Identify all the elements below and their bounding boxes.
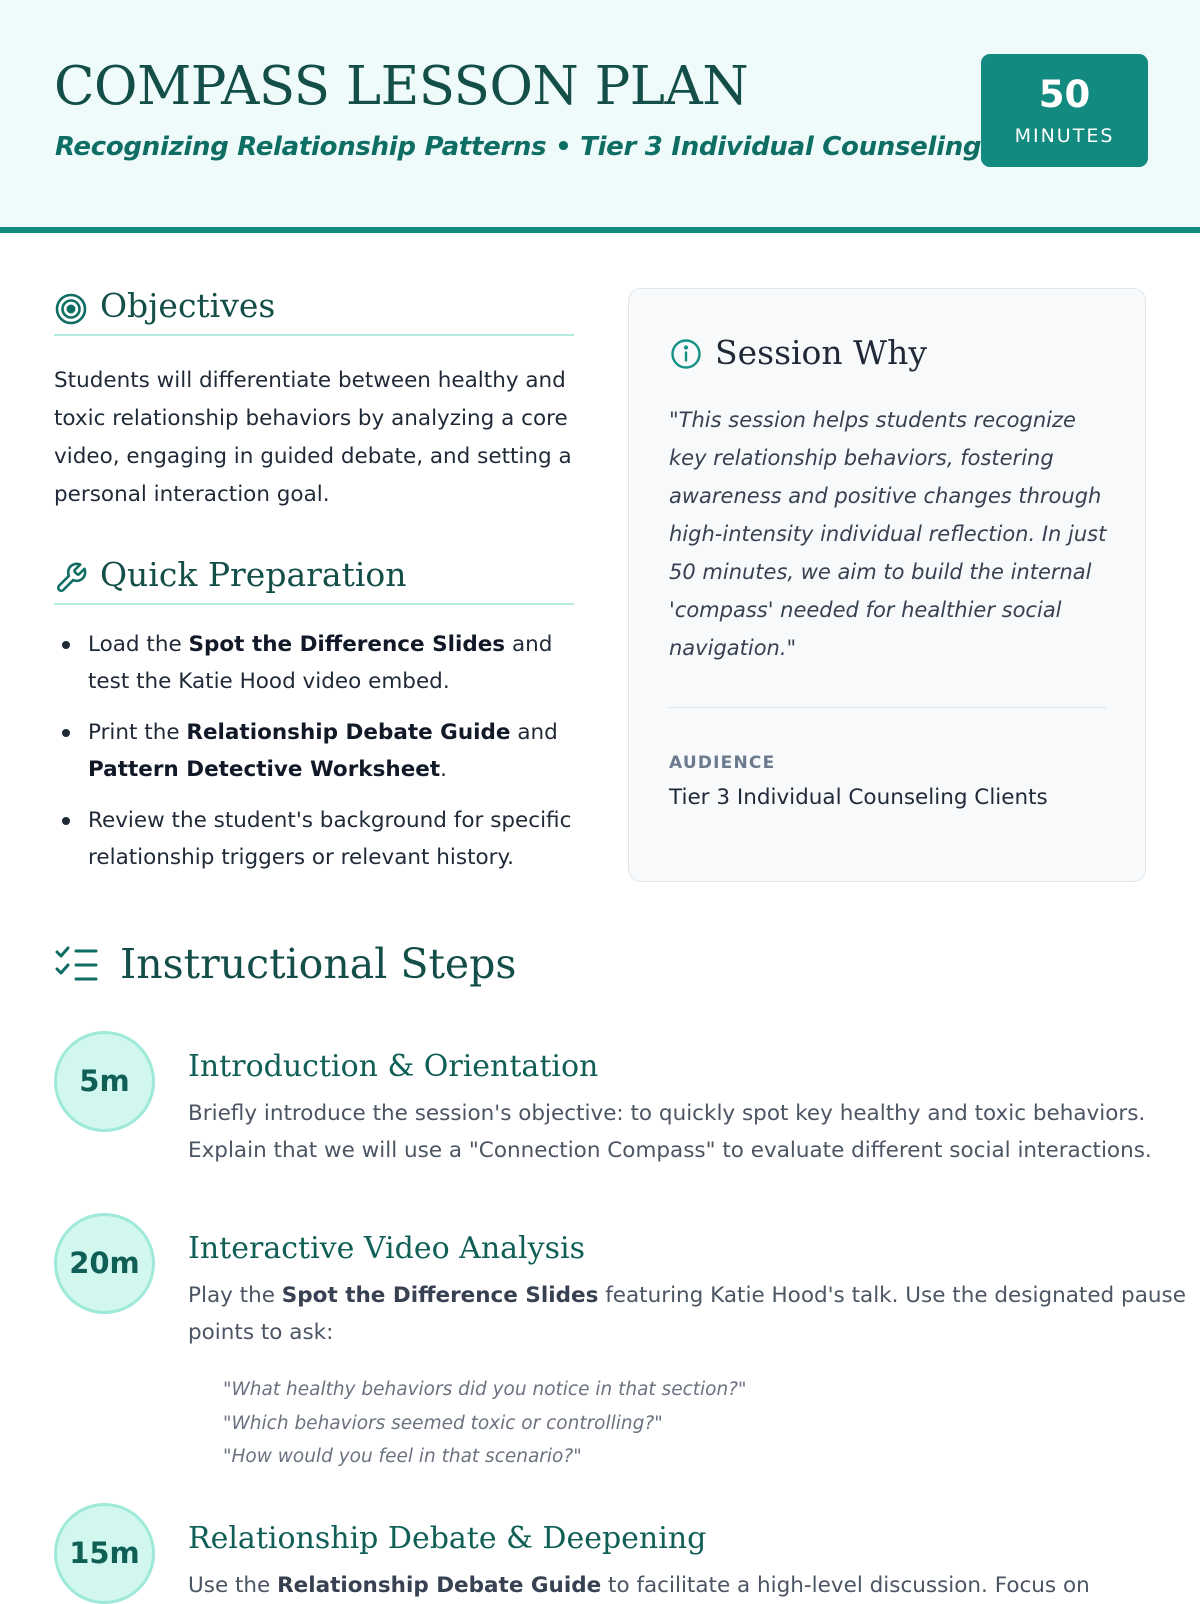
session-why-card	[628, 288, 1146, 882]
question-item: "Which behaviors seemed toxic or controlling?"	[223, 1412, 663, 1434]
preparation-heading	[54, 553, 574, 605]
step-body: Play the Spot the Difference Slides featuring Katie Hood's talk. Use the designated pause points to ask:	[188, 1283, 1186, 1345]
step-title: Interactive Video Analysis	[188, 1231, 585, 1266]
question-item: "How would you feel in that scenario?"	[223, 1446, 582, 1467]
list-item: Review the student's background for specific relationship triggers or relevant history.	[54, 802, 574, 876]
audience-label: AUDIENCE	[669, 753, 776, 773]
preparation-title: Quick Preparation	[100, 555, 407, 594]
page-title: COMPASS LESSON PLAN	[54, 56, 749, 117]
step-duration: 20m	[54, 1213, 155, 1314]
list-item: Print the Relationship Debate Guide and Pattern Detective Worksheet.	[54, 714, 574, 788]
session-why-quote: "This session helps students recognize key relationship behaviors, fostering awareness and positive changes through high-intensity individual reflection. In just 50 minutes, we aim to build the internal 'compass' needed for healthier social navigation."	[669, 408, 1107, 660]
audience-value: Tier 3 Individual Counseling Clients	[669, 785, 1048, 810]
objectives-heading	[54, 284, 574, 336]
info-icon	[669, 337, 703, 371]
objectives-text: Students will differentiate between healthy and toxic relationship behaviors by analyzing a core video, engaging in guided debate, and setting a personal interaction goal.	[54, 368, 572, 507]
step-questions	[223, 1373, 1123, 1474]
session-why-title: Session Why	[715, 333, 927, 372]
instructional-steps-title: Instructional Steps	[120, 940, 517, 988]
divider	[669, 707, 1106, 708]
target-icon	[54, 292, 88, 326]
list-item: Load the Spot the Difference Slides and test the Katie Hood video embed.	[54, 626, 574, 700]
step-duration: 5m	[54, 1031, 155, 1132]
duration-badge	[981, 54, 1148, 167]
step-duration: 15m	[54, 1503, 155, 1604]
preparation-list	[54, 626, 574, 890]
page-subtitle: Recognizing Relationship Patterns • Tier 3 Individual Counseling	[55, 132, 982, 162]
question-item: "What healthy behaviors did you notice in that section?"	[223, 1379, 747, 1400]
step-title: Relationship Debate & Deepening	[188, 1521, 707, 1556]
step-title: Introduction & Orientation	[188, 1049, 599, 1084]
objectives-title: Objectives	[100, 286, 276, 325]
duration-value: 50	[1038, 73, 1091, 116]
step-body: Briefly introduce the session's objective: to quickly spot key healthy and toxic behaviors. Explain that we will use a "Connection Compass" to evaluate different social interactions.	[188, 1101, 1152, 1163]
wrench-icon	[54, 561, 88, 595]
lesson-header	[0, 0, 1200, 233]
checklist-icon	[54, 946, 100, 984]
step-body: Use the Relationship Debate Guide to facilitate a high-level discussion. Focus on	[188, 1573, 1090, 1598]
duration-unit: MINUTES	[1014, 125, 1115, 147]
